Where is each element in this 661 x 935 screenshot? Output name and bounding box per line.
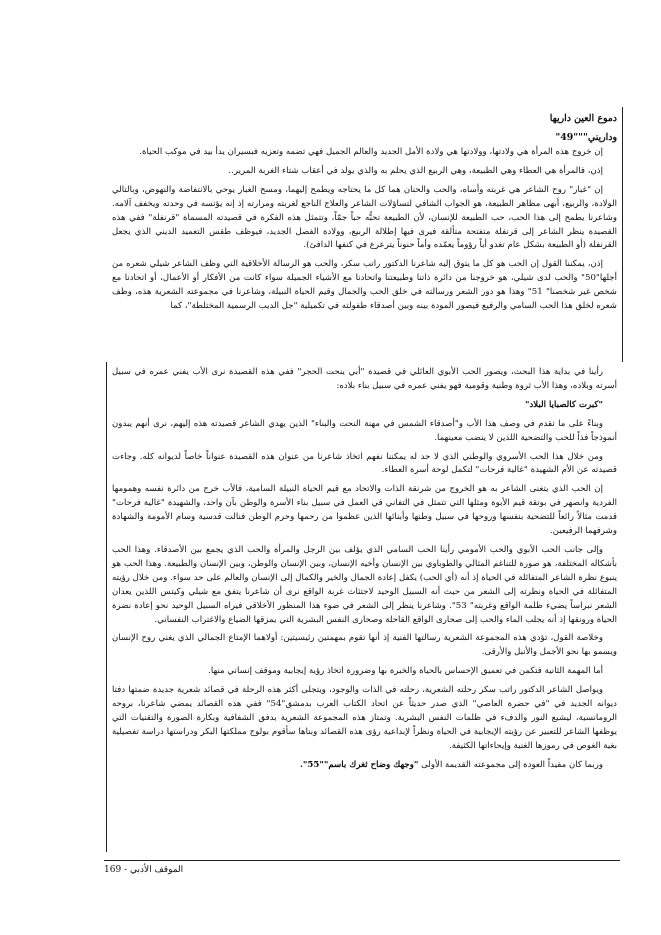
paragraph: إذن، يمكننا القول إن الحب هو كل ما يتوق إليه شاعرنا الدكتور راتب سكر، والحب هو الرسالة الأخلاقية التي وظف الشاعر شيلي شعره من أجلها"50" والحب لدى شيلي، هو خروجنا من دائرة ذاتنا وطبيعتنا واتحادنا مع الأشياء الجميلة سواء كانت من الأفكار أو الأعمال، أو اتحادنا مع شخص غير شخصنا" 51" وهذا هو دور الشعر ورسالته في خلق الحب والجمال وقيم الحياة النبيلة، وشاعرنا في مجموعته الشعرية هذه، وظف شعره لخلق هذا الحب السامي والرفيع فيصور المودة بينه وبين أصدقاء طفولته في تكميلية "جل الديب الرسمية المختلطة"، كما (112, 259, 617, 312)
paragraph: إن "غبار" روح الشاعر هي غربته وأساه، والحب والحنان هما كل ما يحتاجه ويطمح إليهما، ومسح الغبار يوحي بالانتفاضة والنهوض، وبالتالي الولادة، والربيع، أبهى مظاهر الطبيعة، هو الجواب الشافي لتساؤلات الشاعر والعلاج الناجع لغربته ومرارته إذ إنه يؤنسه في وحدته ويخفف آلامه. وشاعرنا يطمح إلى هذا الحب، حب الطبيعة للإنسان، لأن الطبيعة تحبُّه حباً جمّاً، وتتمثل هذه الفكرة في قصيدته المسماة "قرنفلة" ففي هذه القصيدة ينظر الشاعر إلى قرنفلة متفتحة متألقة فيرى فيها إطلالة الربيع، وولادة الفصل الجديد، فيوظف طقس التعميد الديني الذي يجعل القرنفلة (أو الطبيعة بشكل عام تغدو أباً رؤوماً يعمّده وأماً حنوناً يترعرع في كنفها الدافئ). (112, 184, 617, 251)
paragraph: رأينا في بداية هذا البحث، ويصور الحب الأبوي العائلي في قصيدة "أبي ينحت الحجر" ففي هذه القصيدة نرى الأب يفني عمره في سبيل أسرته وبلاده، وهذا الأب ثروة وطنية وقومية فهو يفني عمره في سبيل بناء بلاده: (112, 367, 617, 391)
paragraph: وإلى جانب الحب الأبوي والحب الأمومي رأينا الحب السامي الذي يؤلف بين الرجل والمرأة والحب الذي يجمع بين الأصدقاء. وهذا الحب بأشكاله المختلفة، هو صورة للتناغم المثالي والطوباوي بين الإنسان وأخيه الإنسان، وبين الإنسان والوطن، وبين الإنسان والطبيعة. وهذا الحب هو ينبوع نظرة الشاعر المتفائلة في الحياة إذ أنه (أي الحب) يكفل إعادة الجمال والخير والكمال إلى الإنسان والعالم على حد سواء. ومن خلال رؤيته المتفائلة في الحياة ونظرته إلى الشعر من حيث أنه السبيل الوحيد لاجتثاث غربة الواقع نرى أن شاعرنا يتفق مع شيلي وكيتس اللذين يعدان الشعر نبراساً يضيء ظلمة الواقع وغربته" 53". وشاعرنا ينظر إلى الشعر في ضوء هذا المنظور الأخلاقي فيراه السبيل الوحيد نحو إعادة نضرة الحياة ورونقها إذ أنه يجلب الماء والحب إلى صحارى الواقع القاحلة وصحارى النفس البشرية التي يمزقها الضياع والاغتراب النفساني. (112, 544, 617, 625)
paragraph: أما المهمة الثانية فتكمن في تعميق الإحساس بالحياة والخبرة بها وضرورة اتخاذ رؤية إيجابية وموقف إنساني منها. (208, 666, 603, 677)
last-paragraph-text: وربما كان مفيداً العودة إلى مجموعته القديمة الأولى (418, 759, 603, 770)
paragraph: إن خروج هذه المرأة هي ولادتها، وولادتها هي ولادة الأمل الجديد والعالم الجميل فهي تضمه وتعزيه فبسيران يدأ بيد في موكب الحياة. (139, 147, 603, 157)
paragraph: إذن، فالمرأة هي العطاء وهي الطبيعة، وهي الربيع الذي يحلم به والذي يولد في أعقاب شتاء الغربة المرير.. (228, 165, 603, 176)
paragraph: وخلاصة القول، تؤدي هذه المجموعة الشعرية رسالتها الفنية إذ أنها تقوم بمهمتين رئيسيتين: أولاهما الإمتاع الجمالي الذي يغني روح الإنسان ويسمو بها نحو الأجمل والأنبل والأرقى. (112, 633, 617, 658)
article-title: دموع العين داريها (549, 113, 617, 124)
paragraph: ومن خلال هذا الحب الأسروي والوطني الذي لا حد له يمكننا نفهم اتخاذ شاعرنا من عنوان هذه القصيدة عنواناً خاصاً لديوانه كله. وجاءت قصيدته عن الأم الشهيدة "غالية فرحات" لتكمل لوحة أسرة العطاء. (112, 451, 617, 476)
poem-subheading: "كبرت كالصبايا البلاد" (524, 399, 603, 410)
footer-page-label: الموقف الأدبي - 169 (104, 865, 184, 875)
article-bottom-section (112, 366, 617, 778)
article-top-section (112, 112, 617, 319)
page-footer (104, 860, 620, 875)
paragraph: ويواصل الشاعر الدكتور راتب سكر رحلته الشعرية، رحلته في الذات والوجود، ويتجلى أكثر هذه الرحلة في قصائد شعرية جديدة ضمتها دفتا ديوانه الجديد في "في حضرة العاصي" الذي صدر حديثاً عن اتحاد الكتاب العرب بدمشق"54" ففي هذه القصائد يمضي شاعرنا، بروحه الرومانسية، ليشيع النور والدفء في ظلمات النفس البشرية. وتمتاز هذه المجموعة الشعرية بدفق الشفافية وبكارة الصورة والتقنيات التي يوظفها الشاعر للتعبير عن رؤيته الإيجابية في الحياة ونظراً لإبداعية رؤى هذه القصائد وبناها سأقوم بولوج مملكتها البكر ودراستها دراسة تفصيلية بغية الغوص في رموزها الغنية وإيحاءاتها الكثيفة. (112, 685, 617, 751)
book-title: "وجهك وضاح ثغرك باسم""55". (299, 759, 419, 770)
last-paragraph (112, 759, 617, 773)
article-subtitle: وداريني"""49" (555, 131, 617, 143)
paragraph: إن الحب الذي يتغنى الشاعر به هو الخروج من شرنقة الذات والاتحاد مع قيم الحياة النبيلة السامية، فالأب خرج من دائرة نفسه وهمومها الفردية وانصهر في بوتقة قيم الأبوة ومثلها التي تتمثل في التفاني في العمل في سبيل بناء الأسرة والوطن بآن واحد، والشهيدة "غالية فرحات" قدمت مثالاً رائعاً للتضحية بنفسها وروحها في سبيل وطنها وأبنائها الذين عظموا من رحمها وحرم الوطن فنالت قدسية وسام الأمومة والشهادة وشرفهما الرفيعين. (112, 484, 617, 537)
paragraph: وبناءً على ما تقدم في وصف هذا الأب و"أصدقاء الشمس في مهنة النحت والبناء" الذين يهدي الشاعر قصيدته هذه إليهم، نرى أنهم يبدون أنموذجاً فذاً للحب والتضحية اللذين لا ينضب معينهما. (112, 418, 617, 443)
